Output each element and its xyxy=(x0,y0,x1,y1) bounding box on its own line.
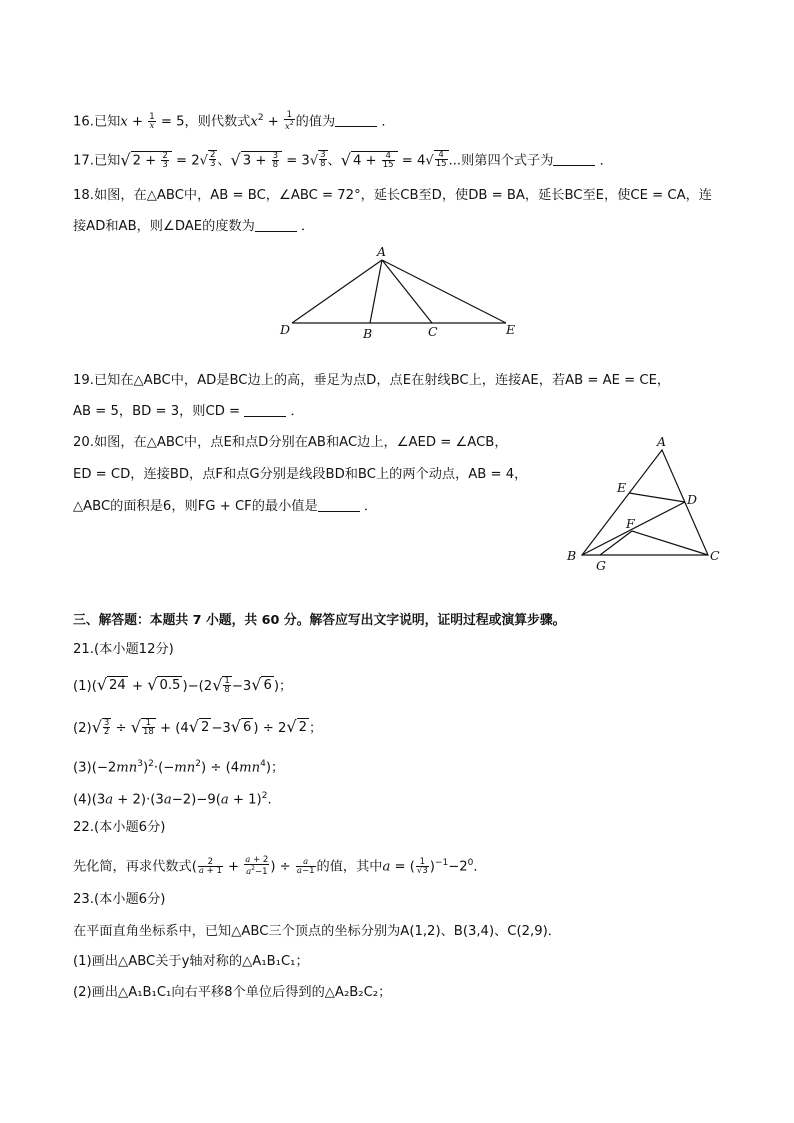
segment-ad xyxy=(292,260,382,323)
question-22-head: 22.(本小题6分) xyxy=(73,820,166,835)
question-18-line-1: 18.如图，在△ABC中，AB = BC，∠ABC = 72°，延长CB至D，使DB = BA，延长BC至E，使CE = CA，连 xyxy=(73,188,712,203)
label-f: F xyxy=(626,516,635,531)
answer-blank[interactable] xyxy=(553,165,595,166)
label-c: C xyxy=(428,324,438,339)
label-d: D xyxy=(687,492,698,507)
question-21-part-2: (2)√ $\frac{3}{2}$ ÷ √ $\frac{1}{18}$ + (4√ 2 −3√ 6 ) ÷ 2√ 2 ； xyxy=(73,717,323,737)
segment-cf xyxy=(632,531,708,555)
label-c: C xyxy=(710,548,720,563)
segment-ed xyxy=(629,493,685,502)
figure-q20-triangle xyxy=(562,430,732,575)
label-g: G xyxy=(596,558,606,573)
segment-ac xyxy=(382,260,432,323)
segment-ab xyxy=(370,260,382,323)
answer-blank[interactable] xyxy=(255,231,297,232)
question-18-line-2: 接AD和AB，则∠DAE的度数为 ． xyxy=(73,219,315,234)
question-19-line-1: 19.已知在△ABC中，AD是BC边上的高，垂足为点D，点E在射线BC上，连接AE，若AB = AE = CE， xyxy=(73,373,671,388)
question-23-line-2: (1)画出△ABC关于y轴对称的△A₁B₁C₁； xyxy=(73,954,309,969)
label-a: A xyxy=(657,434,667,449)
question-20-line-1: 20.如图，在△ABC中，点E和点D分别在AB和AC边上，∠AED = ∠ACB， xyxy=(73,435,508,450)
segment-ae xyxy=(382,260,506,323)
label-d: D xyxy=(280,322,291,337)
question-17: 17.已知√ 2 + $\frac{2}{3}$ = 2√ $\frac{2}{3}$ 、√ 3 + $\frac{3}{8}$ = 3√ $\frac{3}{8}$ 、√ 4 + $\frac{4}{15}$ = 4√ $\frac{4}{15}$ ...则第四个式子为 ． xyxy=(73,150,613,170)
answer-blank[interactable] xyxy=(318,511,360,512)
figure-q18-triangle xyxy=(275,243,525,343)
label-b: B xyxy=(567,548,577,563)
question-20-line-2: ED = CD，连接BD，点F和点G分别是线段BD和BC上的两个动点，AB = 4， xyxy=(73,467,528,482)
question-21-part-4: $(4)(3a + 2)\cdot(3a-2)-9(a + 1)^2$. xyxy=(73,791,272,808)
question-16: 16.已知x + $\frac{1}{x}$ = 5，则代数式$x^2$ + $\frac{1}{x^2}$ 的值为 ． xyxy=(73,110,395,133)
label-e: E xyxy=(506,322,516,337)
question-20-line-3: △ABC的面积是6，则FG + CF的最小值是 ． xyxy=(73,499,378,514)
question-22-body: 先化简，再求代数式( $\frac{2}{a + 1}$ + $\frac{a + 2}{a^2-1}$ ) ÷ $\frac{a}{a-1}$ 的值，其中a = ( $\frac{1}{√3}$ )$^{-1}-2^0$． xyxy=(73,855,487,878)
question-23-line-3: (2)画出△A₁B₁C₁向右平移8个单位后得到的△A₂B₂C₂； xyxy=(73,985,392,1000)
question-21-part-3: $(3)(-2mn^3)^2\cdot(-mn^2) \div (4mn^4)$； xyxy=(73,759,285,776)
answer-blank[interactable] xyxy=(335,126,377,127)
question-23-head: 23.(本小题6分) xyxy=(73,892,166,907)
question-23-line-1: 在平面直角坐标系中，已知△ABC三个顶点的坐标分别为A(1,2)、B(3,4)、C(2,9)． xyxy=(73,924,561,939)
question-19-line-2: AB = 5，BD = 3，则CD = ． xyxy=(73,404,304,419)
question-21-part-1: (1)(√ 24 + √ 0.5 )−(2√ $\frac{1}{8}$ −3√ 6 )； xyxy=(73,675,293,695)
label-b: B xyxy=(363,326,373,341)
label-e: E xyxy=(617,480,627,495)
answer-blank[interactable] xyxy=(244,416,286,417)
label-a: A xyxy=(377,244,387,259)
section-3-title: 三、解答题：本题共 7 小题，共 60 分。解答应写出文字说明，证明过程或演算步骤。 xyxy=(73,613,566,628)
question-21-head: 21.(本小题12分) xyxy=(73,642,174,657)
